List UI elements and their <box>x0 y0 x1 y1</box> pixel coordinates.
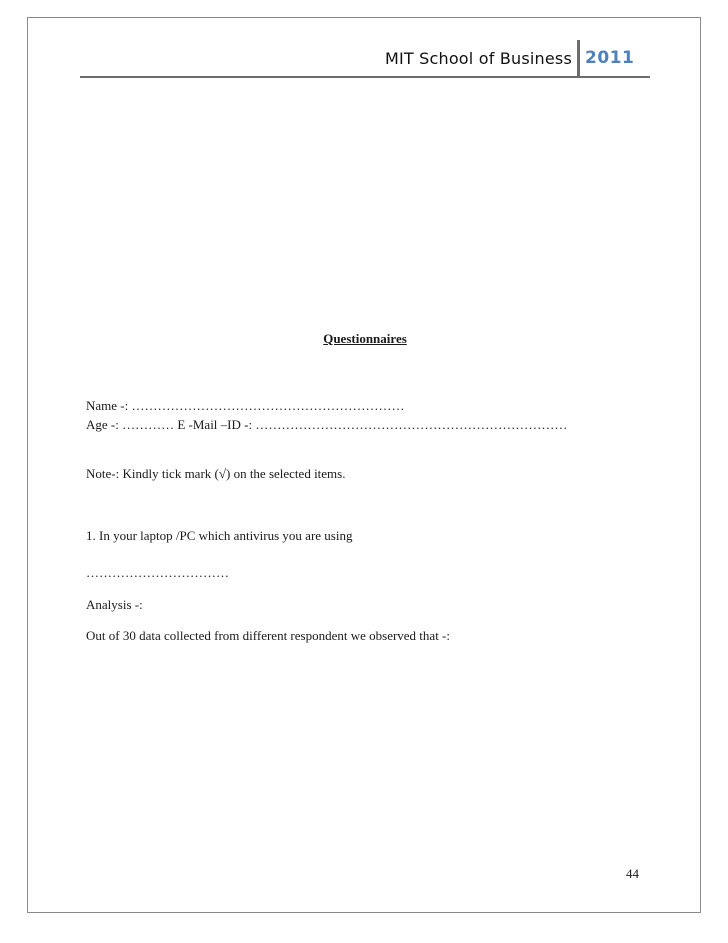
header-title: MIT School of Business <box>384 49 572 68</box>
page-header <box>80 40 650 78</box>
page-border <box>27 17 701 913</box>
document-heading: Questionnaires <box>323 331 407 346</box>
answer-blank: …………………………… <box>86 565 229 580</box>
header-divider <box>577 40 580 76</box>
analysis-text: Out of 30 data collected from different respondent we observed that -: <box>86 628 450 643</box>
page-number: 44 <box>626 866 639 881</box>
name-field-line: Name -: ……………………………………………………… <box>86 398 405 413</box>
header-rule <box>80 76 650 78</box>
analysis-label: Analysis -: <box>86 597 143 612</box>
age-email-field-line: Age -: ………… E -Mail –ID -: ……………………………………………………………… <box>86 417 568 432</box>
header-year: 2011 <box>585 48 635 68</box>
question-1: 1. In your laptop /PC which antivirus you are using <box>86 528 353 543</box>
note-text: Note-: Kindly tick mark (√) on the selected items. <box>86 466 346 481</box>
